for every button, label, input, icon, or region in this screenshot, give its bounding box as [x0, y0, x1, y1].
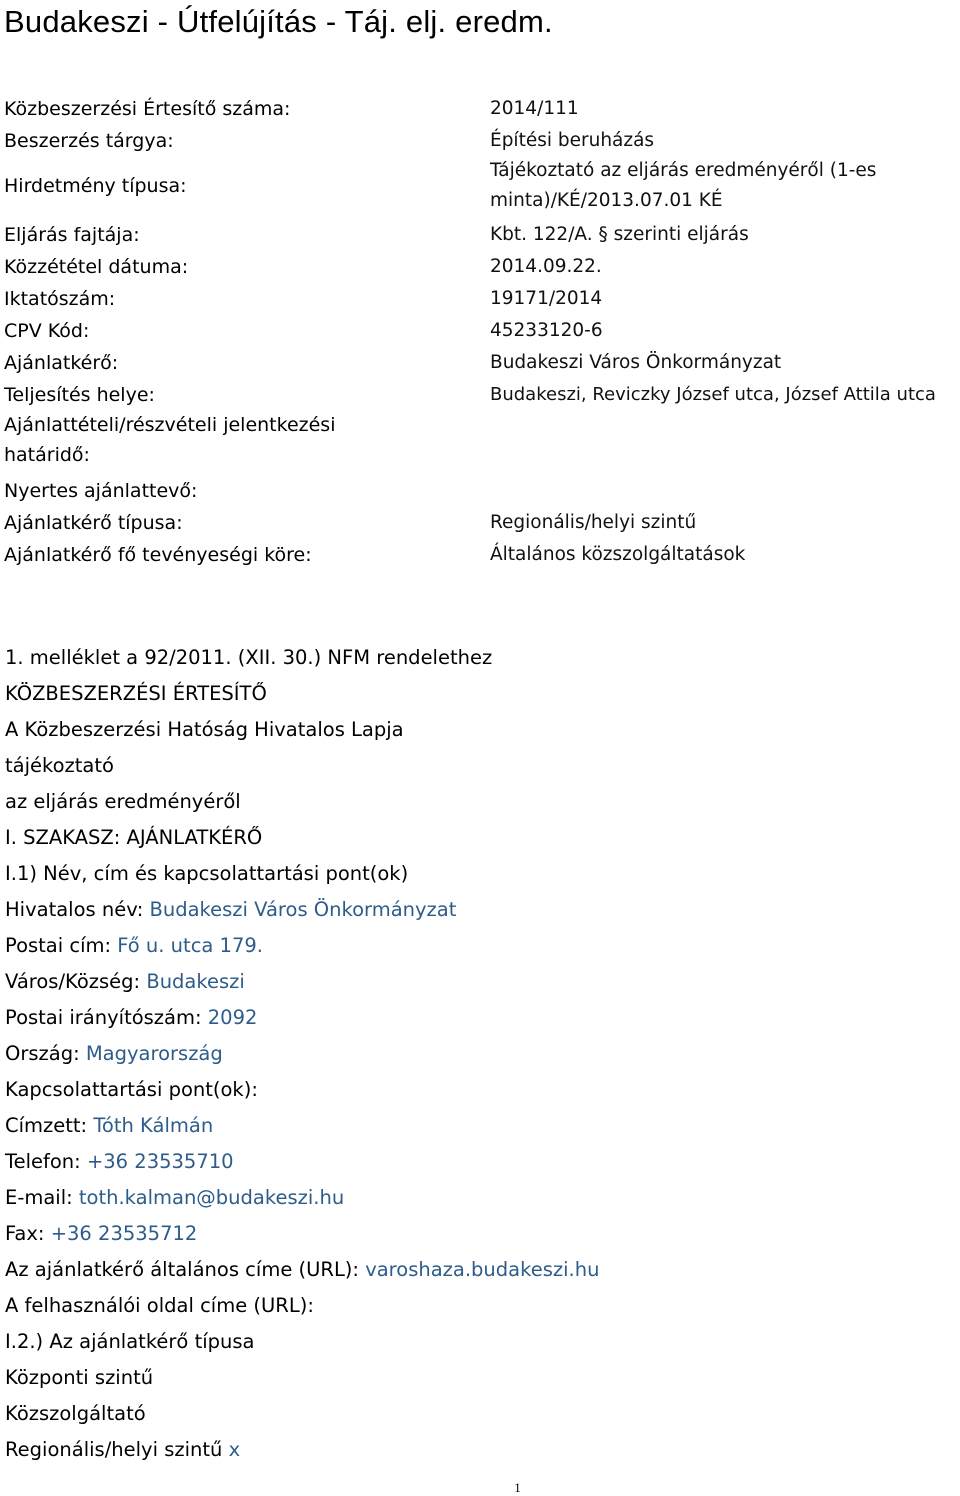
notice-subject: az eljárás eredményéről	[5, 790, 241, 813]
meta-label: Ajánlattételi/részvételi jelentkezési határidő:	[4, 414, 336, 466]
field-recipient	[0, 1108, 960, 1144]
field-phone	[0, 1144, 960, 1180]
document-title: Budakeszi - Útfelújítás - Táj. elj. eredm.	[4, 4, 553, 39]
meta-value: 19171/2014	[490, 288, 603, 309]
field-value: 2092	[207, 1006, 258, 1029]
field-label: Város/Község:	[5, 970, 147, 993]
field-email	[0, 1180, 960, 1216]
meta-label: Eljárás fajtája:	[4, 224, 140, 246]
field-city	[0, 964, 960, 1000]
field-label: Az ajánlatkérő általános címe (URL):	[5, 1258, 366, 1281]
section-heading: I. SZAKASZ: AJÁNLATKÉRŐ	[5, 826, 263, 849]
field-label: Ország:	[5, 1042, 86, 1065]
meta-value: 2014.09.22.	[490, 256, 602, 277]
meta-label: Közzététel dátuma:	[4, 256, 189, 278]
gazette-name: KÖZBESZERZÉSI ÉRTESÍTŐ	[5, 682, 267, 705]
field-url	[0, 1252, 960, 1288]
contact-points-heading: Kapcsolattartási pont(ok):	[5, 1078, 258, 1101]
meta-value: Építési beruházás	[490, 130, 655, 151]
meta-row-kozzetetel	[0, 250, 960, 282]
meta-row-hatarido	[0, 410, 960, 474]
meta-value: Általános közszolgáltatások	[490, 544, 746, 565]
page-number: 1	[514, 1480, 521, 1495]
field-value: Fő u. utca 179.	[117, 934, 263, 957]
field-label: Hivatalos név:	[5, 898, 150, 921]
meta-label: Ajánlatkérő fő tevényeségi köre:	[4, 544, 312, 566]
field-value: +36 23535712	[50, 1222, 198, 1245]
meta-row-tipus	[0, 506, 960, 538]
field-label: Postai irányítószám:	[5, 1006, 208, 1029]
meta-value: Regionális/helyi szintű	[490, 512, 697, 533]
meta-row-ajanlatkero	[0, 346, 960, 378]
meta-label: CPV Kód:	[4, 320, 90, 342]
gazette-subtitle: A Közbeszerzési Hatóság Hivatalos Lapja	[5, 718, 404, 741]
annex-reference: 1. melléklet a 92/2011. (XII. 30.) NFM rendelethez	[5, 646, 493, 669]
meta-row-eljaras	[0, 218, 960, 250]
meta-row-targy	[0, 124, 960, 156]
meta-row-iktato	[0, 282, 960, 314]
meta-row-nyertes	[0, 474, 960, 506]
meta-label: Nyertes ajánlattevő:	[4, 480, 198, 502]
field-user-page-url: A felhasználói oldal címe (URL):	[5, 1294, 314, 1317]
field-label: E-mail:	[5, 1186, 79, 1209]
metadata-table	[0, 92, 960, 570]
type-option-utility: Közszolgáltató	[5, 1402, 146, 1425]
field-label: Postai cím:	[5, 934, 118, 957]
field-value: Budakeszi	[146, 970, 245, 993]
field-postal-address	[0, 928, 960, 964]
meta-label: Ajánlatkérő típusa:	[4, 512, 183, 534]
meta-row-cpv	[0, 314, 960, 346]
meta-label: Beszerzés tárgya:	[4, 130, 174, 152]
field-value: Tóth Kálmán	[93, 1114, 214, 1137]
field-country	[0, 1036, 960, 1072]
field-value: Magyarország	[85, 1042, 223, 1065]
meta-value: Kbt. 122/A. § szerinti eljárás	[490, 224, 749, 245]
meta-value: 2014/111	[490, 98, 579, 119]
field-value: Budakeszi Város Önkormányzat	[149, 898, 457, 921]
type-option-regional	[0, 1432, 960, 1468]
meta-label: Közbeszerzési Értesítő száma:	[4, 98, 291, 120]
field-official-name	[0, 892, 960, 928]
meta-row-hirdetmeny	[0, 156, 960, 218]
meta-value: Budakeszi, Reviczky József utca, József Attila utca	[490, 384, 936, 405]
meta-label: Iktatószám:	[4, 288, 116, 310]
meta-label: Hirdetmény típusa:	[4, 175, 187, 197]
url-link[interactable]: varoshaza.budakeszi.hu	[365, 1258, 600, 1281]
subsection-heading: I.1) Név, cím és kapcsolattartási pont(ok)	[5, 862, 409, 885]
field-label: Címzett:	[5, 1114, 94, 1137]
meta-row-teljesites	[0, 378, 960, 410]
subsection-heading-type: I.2.) Az ajánlatkérő típusa	[5, 1330, 255, 1353]
meta-value: 45233120-6	[490, 320, 603, 341]
email-link[interactable]: toth.kalman@budakeszi.hu	[78, 1186, 345, 1209]
meta-row-kor	[0, 538, 960, 570]
field-label: Fax:	[5, 1222, 51, 1245]
meta-label: Ajánlatkérő:	[4, 352, 119, 374]
type-option-central: Központi szintű	[5, 1366, 154, 1389]
meta-value: Tájékoztató az eljárás eredményéről (1-es minta)/KÉ/2013.07.01 KÉ	[490, 160, 877, 211]
field-fax	[0, 1216, 960, 1252]
field-value: +36 23535710	[86, 1150, 234, 1173]
selected-mark: x	[228, 1438, 241, 1461]
option-label: Regionális/helyi szintű	[5, 1438, 229, 1461]
meta-row-ertesito	[0, 92, 960, 124]
notice-type: tájékoztató	[5, 754, 114, 777]
notice-body	[0, 640, 960, 1468]
meta-value: Budakeszi Város Önkormányzat	[490, 352, 782, 373]
field-label: Telefon:	[5, 1150, 87, 1173]
field-postcode	[0, 1000, 960, 1036]
meta-label: Teljesítés helye:	[4, 384, 155, 406]
